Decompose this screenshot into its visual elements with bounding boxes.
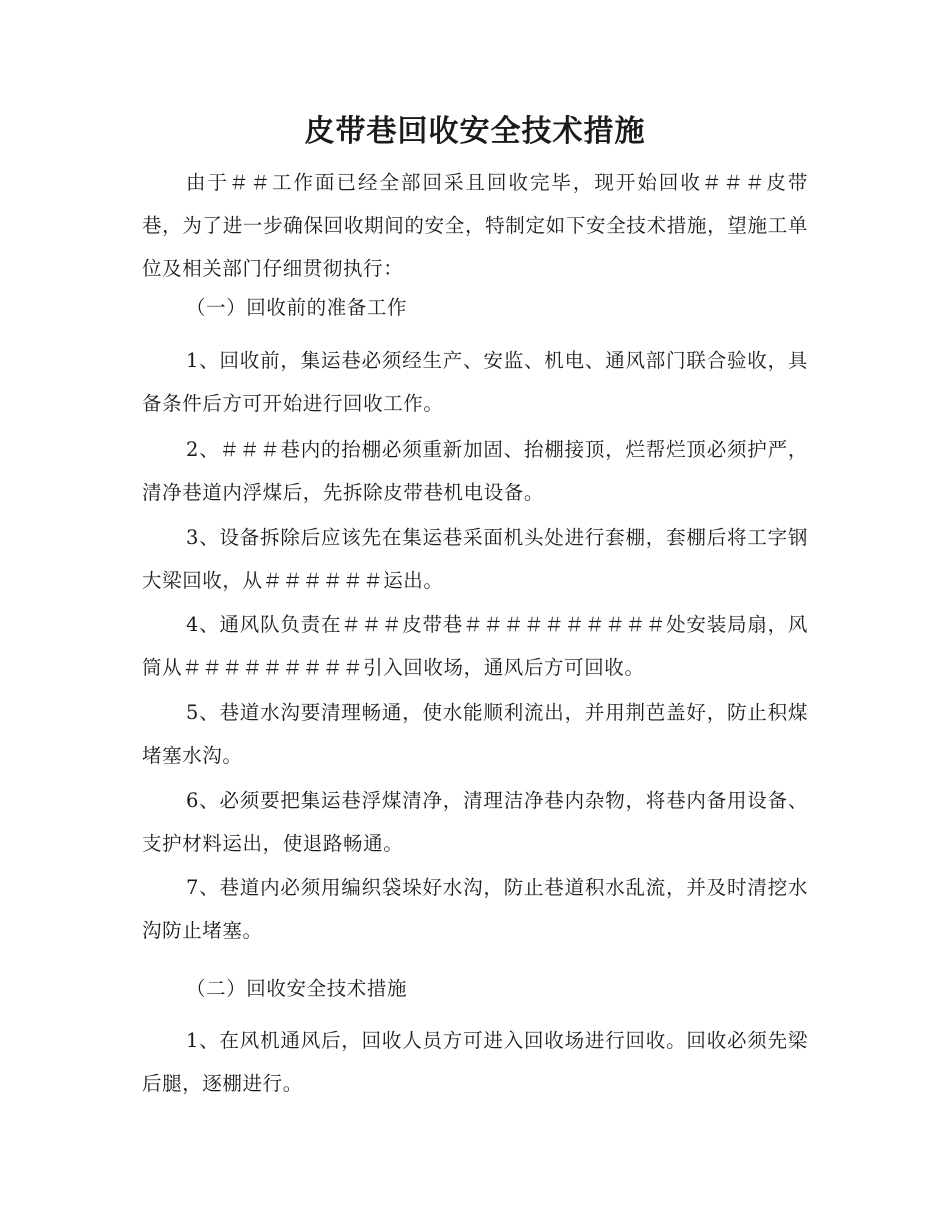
section-heading-preparation: （一）回收前的准备工作 xyxy=(186,296,408,319)
list-item: 1、在风机通风后，回收人员方可进入回收场进行回收。回收必须先梁后腿，逐棚进行。 xyxy=(142,1029,808,1095)
document-title: 皮带巷回收安全技术措施 xyxy=(304,114,646,149)
intro-paragraph: 由于＃＃工作面已经全部回采且回收完毕，现开始回收＃＃＃皮带巷，为了进一步确保回收期间的安全，特制定如下安全技术措施，望施工单位及相关部门仔细贯彻执行： xyxy=(142,171,808,280)
list-item: 4、通风队负责在＃＃＃皮带巷＃＃＃＃＃＃＃＃＃＃处安装局扇，风筒从＃＃＃＃＃＃＃＃＃引入回收场，通风后方可回收。 xyxy=(142,613,808,679)
list-item: 1、回收前，集运巷必须经生产、安监、机电、通风部门联合验收，具备条件后方可开始进行回收工作。 xyxy=(142,349,808,415)
list-item: 3、设备拆除后应该先在集运巷采面机头处进行套棚，套棚后将工字钢大梁回收，从＃＃＃＃＃＃运出。 xyxy=(142,526,808,592)
section-heading-safety-measures: （二）回收安全技术措施 xyxy=(186,977,408,1000)
list-item: 2、＃＃＃巷内的抬棚必须重新加固、抬棚接顶，烂帮烂顶必须护严，清净巷道内浮煤后，先拆除皮带巷机电设备。 xyxy=(142,438,808,504)
list-item: 5、巷道水沟要清理畅通，使水能顺利流出，并用荆芭盖好，防止积煤堵塞水沟。 xyxy=(142,701,808,767)
list-item: 7、巷道内必须用编织袋垛好水沟，防止巷道积水乱流，并及时清挖水沟防止堵塞。 xyxy=(142,876,808,942)
list-item: 6、必须要把集运巷浮煤清净，清理洁净巷内杂物，将巷内备用设备、支护材料运出，使退路畅通。 xyxy=(142,789,808,855)
